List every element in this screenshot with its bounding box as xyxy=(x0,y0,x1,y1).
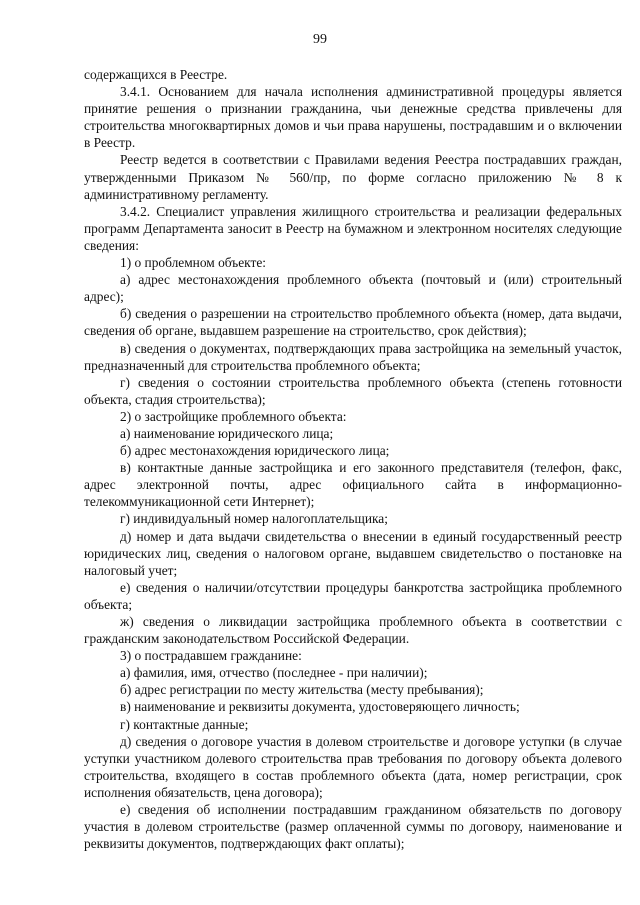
paragraph: б) адрес регистрации по месту жительства (месту пребывания); xyxy=(120,682,484,698)
paragraph: в) контактные данные застройщика и его законного представителя (телефон, факс, адрес электронной почты, адрес официального сайта в информационно-телекоммуникационной сети Интернет); xyxy=(84,460,622,510)
paragraph: а) наименование юридического лица; xyxy=(120,425,334,441)
paragraph: 3) о пострадавшем гражданине: xyxy=(120,648,302,664)
paragraph: д) сведения о договоре участия в долевом строительстве и договоре уступки (в случае уступки участником долевого строительства прав требования по договору объекта долевого строительства, входящего в состав проблемного объекта (дата, номер регистрации, срок исполнения обязательств, цена договора); xyxy=(84,733,622,800)
paragraph: г) индивидуальный номер налогоплательщика; xyxy=(120,511,388,527)
paragraph: содержащихся в Реестре. xyxy=(84,67,228,82)
paragraph: а) адрес местонахождения проблемного объекта (почтовый и (или) строительный адрес); xyxy=(84,272,622,305)
paragraph: 3.4.2. Специалист управления жилищного строительства и реализации федеральных программ Департамента заносит в Реестр на бумажном и электронном носителях следующие сведения: xyxy=(84,203,622,253)
paragraph: б) сведения о разрешении на строительство проблемного объекта (номер, дата выдачи, сведения об органе, выдавшем разрешение на строительство, срок действия); xyxy=(84,306,622,339)
paragraph: е) сведения о наличии/отсутствии процедуры банкротства застройщика проблемного объекта; xyxy=(84,579,622,612)
paragraph: е) сведения об исполнении пострадавшим гражданином обязательств по договору участия в долевом строительстве (размер оплаченной суммы по договору, наименование и реквизиты документов, подтверждающих факт оплаты); xyxy=(84,802,622,852)
paragraph: б) адрес местонахождения юридического лица; xyxy=(120,443,390,459)
paragraph: 1) о проблемном объекте: xyxy=(120,255,266,271)
paragraph: Реестр ведется в соответствии с Правилами ведения Реестра пострадавших граждан, утвержденными Приказом № 560/пр, по форме согласно приложению № 8 к административному регламенту. xyxy=(84,152,622,202)
paragraph: г) контактные данные; xyxy=(120,716,249,732)
paragraph: в) наименование и реквизиты документа, удостоверяющего личность; xyxy=(120,699,520,715)
paragraph: 2) о застройщике проблемного объекта: xyxy=(120,408,347,424)
paragraph: а) фамилия, имя, отчество (последнее - при наличии); xyxy=(120,665,428,681)
paragraph: д) номер и дата выдачи свидетельства о внесении в единый государственный реестр юридических лиц, сведения о налоговом органе, выдавшем свидетельство о постановке на налоговый учет; xyxy=(84,528,622,578)
paragraph: в) сведения о документах, подтверждающих права застройщика на земельный участок, предназначенный для строительства проблемного объекта; xyxy=(84,340,622,373)
paragraph: г) сведения о состоянии строительства проблемного объекта (степень готовности объекта, стадия строительства); xyxy=(84,374,622,407)
document-body xyxy=(84,66,622,852)
page-number: 99 xyxy=(313,32,327,47)
paragraph: ж) сведения о ликвидации застройщика проблемного объекта в соответствии с гражданским законодательством Российской Федерации. xyxy=(84,614,622,647)
paragraph: 3.4.1. Основанием для начала исполнения административной процедуры является принятие решения о признании гражданина, чьи денежные средства привлечены для строительства многоквартирных домов и чьи права нарушены, пострадавшим и о включении в Реестр. xyxy=(84,84,622,151)
